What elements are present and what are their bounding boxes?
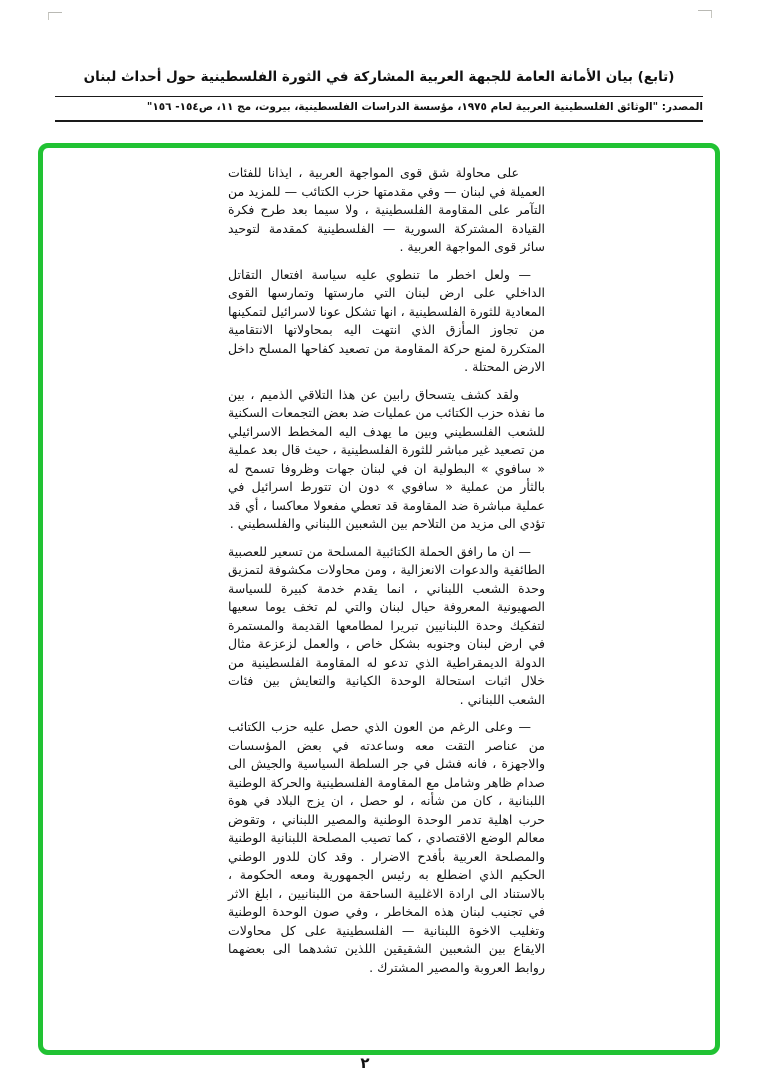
paragraph: ولقد كشف يتسحاق رابين عن هذا التلاقي الذميم ، بين ما نفذه حزب الكتائب من عمليات ضد بعض التجمعات السكنية للشعب الفلسطيني وبين ما يهدف اليه المخطط الاسرائيلي من تصعيد غير مباشر للثورة الفلسطينية ، حيث قال بعد عملية « سافوي » البطولية ان في لبنان جهات وظروفا تسمح له بالثأر من عملية « سافوي » دون ان تتورط اسرائيل في عملية مباشرة ضد المقاومة قد تعطي مفعولا معاكسا ، أي قد تؤدي الى مزيد من التلاحم بين الشعبين اللبناني والفلسطيني . [227,386,545,531]
title-divider [55,96,703,97]
paragraph: — ان ما رافق الحملة الكتائبية المسلحة من تسعير للعصبية الطائفية والدعوات الانعزالية ، ومن محاولات مكشوفة لتمزيق وحدة الشعب اللبناني ، انما يقدم خدمة كبيرة للسياسة الصهيونية المعروفة حيال لبنان والتي لم تخف يوما سعيها لتفكيك وحدة اللبنانيين تبريرا لمطامعها القديمة والمستمرة في ارض لبنان وجنوبه بشكل خاص ، والعمل لزعزعة مثال الدولة الديمقراطية الذي تدعو له المقاومة الفلسطينية من خلال اثبات استحالة الوحدة الكيانية والتعايش بين فئات الشعب اللبناني . [228,543,545,707]
source-line: المصدر: "الوثائق الفلسطينية العربية لعام ١٩٧٥، مؤسسة الدراسات الفلسطينية، بيروت، مج ١١، ص١٥٤- ١٥٦" [146,101,703,113]
document-title: (تابع) بيان الأمانة العامة للجبهة العربية المشاركة في الثورة الفلسطينية حول أحداث لبنان [83,69,675,85]
body-text [228,164,545,986]
document-header [55,68,703,86]
source-divider [55,120,703,122]
scan-artifact-top-right [698,10,712,18]
paragraph: على محاولة شق قوى المواجهة العربية ، ايذانا للفئات العميلة في لبنان — وفي مقدمتها حزب الكتائب — للمزيد من التآمر على المقاومة الفلسطينية ، ولا سيما بعد طرح فكرة القيادة المشتركة السورية — الفلسطينية كمقدمة لتوحيد سائر قوى المواجهة العربية . [228,165,545,254]
scanned-page-border [38,143,720,1055]
page-number: ٢ [360,1054,370,1072]
paragraph: — ولعل اخطر ما تنطوي عليه سياسة افتعال التقاتل الداخلي على ارض لبنان التي مارستها وتمارسها القوى المعادية للثورة الفلسطينية ، انها تشكل عونا لاسرائيل لتمكينها من تجاوز المأزق الذي انتهت اليه بمحاولاتها الانتقامية المتكررة لمنع حركة المقاومة من تصعيد كفاحها المسلح داخل الارض المحتلة . [228,266,545,374]
paragraph: — وعلى الرغم من العون الذي حصل عليه حزب الكتائب من عناصر التقت معه وساعدته في بعض المؤسسات والاجهزة ، فانه فشل في جر السلطة السياسية والجيش الى صدام ظاهر وشامل مع المقاومة الفلسطينية والحركة الوطنية اللبنانية ، كان من شأنه ، لو حصل ، ان يزج البلاد في هوة حرب اهلية تدمر الوحدة الوطنية والمصير اللبناني ، وتقوض معالم الوضع الاقتصادي ، كما تصيب المصلحة اللبنانية الوطنية والمصلحة العربية بأفدح الاضرار . وقد كان للدور الوطني الحكيم الذي اضطلع به رئيس الجمهورية ومعه الحكومة ، بالاستناد الى ارادة الاغلبية الساحقة من اللبنانيين ، ابلغ الاثر في تجنيب لبنان هذه المخاطر ، وفي صون الوحدة الوطنية وتغليب الاخوة اللبنانية — الفلسطينية على كل محاولات الايقاع بين الشعبين الشقيقين اللذين تشدهما الى بعضهما روابط العروبة والمصير المشترك . [228,719,545,975]
scan-artifact-top-left [48,12,62,20]
